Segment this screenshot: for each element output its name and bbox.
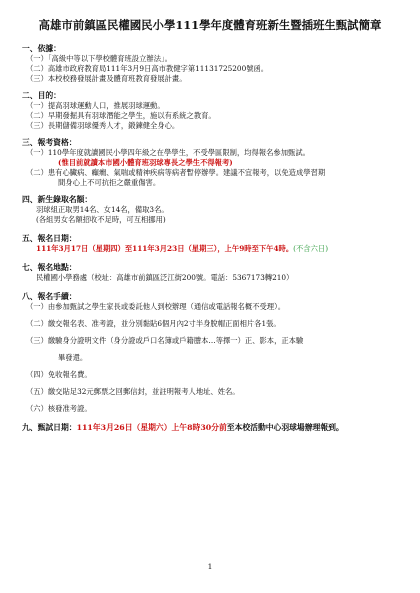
section-quota-heading: 四、新生錄取名額： bbox=[22, 195, 93, 204]
basis-item-2: （二）高雄市政府教育局111年3月9日高市教健字第11131725200號函。 bbox=[26, 64, 269, 73]
procedure-item-1: （一）由參加甄試之學生家長或委託他人到校辦理（通信或電話報名概不受理）。 bbox=[26, 302, 286, 311]
procedure-item-6: （六）核發准考證。 bbox=[26, 404, 92, 413]
eligibility-note: (惟目前就讀本市國小體育班羽球專長之學生不得報考) bbox=[58, 158, 233, 167]
registration-date-text: 111年3月17日（星期四）至111年3月23日（星期三），上午9時至下午4時。 bbox=[36, 244, 294, 253]
procedure-item-3-cont: 畢發還。 bbox=[58, 353, 88, 362]
exam-date-text: 111年3月26日（星期六）上午8時30分前 bbox=[76, 423, 227, 432]
section-registration-place-heading: 七、報名地點： bbox=[22, 263, 77, 272]
eligibility-item-1: （一）110學年度就讀國民小學四年級之在學學生，不受學區限制，均得報名參加甄試。 bbox=[26, 148, 310, 157]
page-number: 1 bbox=[207, 562, 213, 571]
procedure-item-2: （二）繳交報名表、准考證，並分別黏貼6個月內2寸半身脫帽正面相片各1張。 bbox=[26, 319, 281, 328]
section-purpose-heading: 二、目的： bbox=[22, 91, 61, 100]
eligibility-item-2: （二）患有心臟病、癲癇、氣喘或精神疾病等病者暫停辦學。建議不宜報考，以免造成學習期 bbox=[26, 168, 326, 177]
basis-item-1: （一）「高級中等以下學校體育班設立辦法」。 bbox=[26, 54, 172, 63]
section-exam-date bbox=[22, 423, 398, 433]
exam-date-heading: 九、甄試日期： bbox=[22, 423, 77, 432]
basis-item-3: （三）本校校務發展計畫及體育班教育發展計畫。 bbox=[26, 74, 187, 83]
registration-date-line bbox=[22, 244, 398, 254]
section-eligibility-heading: 三、報考資格： bbox=[22, 138, 77, 147]
section-registration-date-heading: 五、報名日期： bbox=[22, 234, 77, 243]
procedure-item-4: （四）免收報名費。 bbox=[26, 370, 92, 379]
section-basis-heading: 一、依據： bbox=[22, 44, 61, 53]
purpose-item-1: （一）提高羽球運動人口，推展羽球運動。 bbox=[26, 101, 165, 110]
purpose-item-3: （三）長期儲備羽球優秀人才，鍛鍊健全身心。 bbox=[26, 121, 180, 130]
document-title: 高雄市前鎮區民權國民小學111學年度體育班新生暨插班生甄試簡章 bbox=[38, 18, 382, 32]
section-procedure-heading: 八、報名手續： bbox=[22, 292, 77, 301]
purpose-item-2: （二）早期發掘具有羽球潛能之學生，施以有系統之教育。 bbox=[26, 111, 216, 120]
quota-line-2: (各組男女名額招收不足時，可互相挪用) bbox=[36, 215, 166, 224]
procedure-item-3: （三）繳驗身分證明文件（身分證或戶口名簿或戶籍謄本…等擇一）正、影本，正本驗 bbox=[26, 336, 304, 345]
registration-date-note: (不含六日) bbox=[293, 244, 329, 253]
registration-place-text: 民權國小學務處（校址：高雄市前鎮區泛江街200號。電話：5367173轉210） bbox=[36, 273, 294, 282]
exam-date-rest: 至本校活動中心羽球場辦理報到。 bbox=[226, 423, 344, 432]
quota-line-1: 羽球組正取男14名、女14名，備取3名。 bbox=[36, 205, 169, 214]
eligibility-item-2-cont: 間身心上不可抗拒之嚴重傷害。 bbox=[58, 178, 161, 187]
procedure-item-5: （五）繳交貼足32元郵票之回郵信封，並註明報考人地址、姓名。 bbox=[26, 387, 240, 396]
